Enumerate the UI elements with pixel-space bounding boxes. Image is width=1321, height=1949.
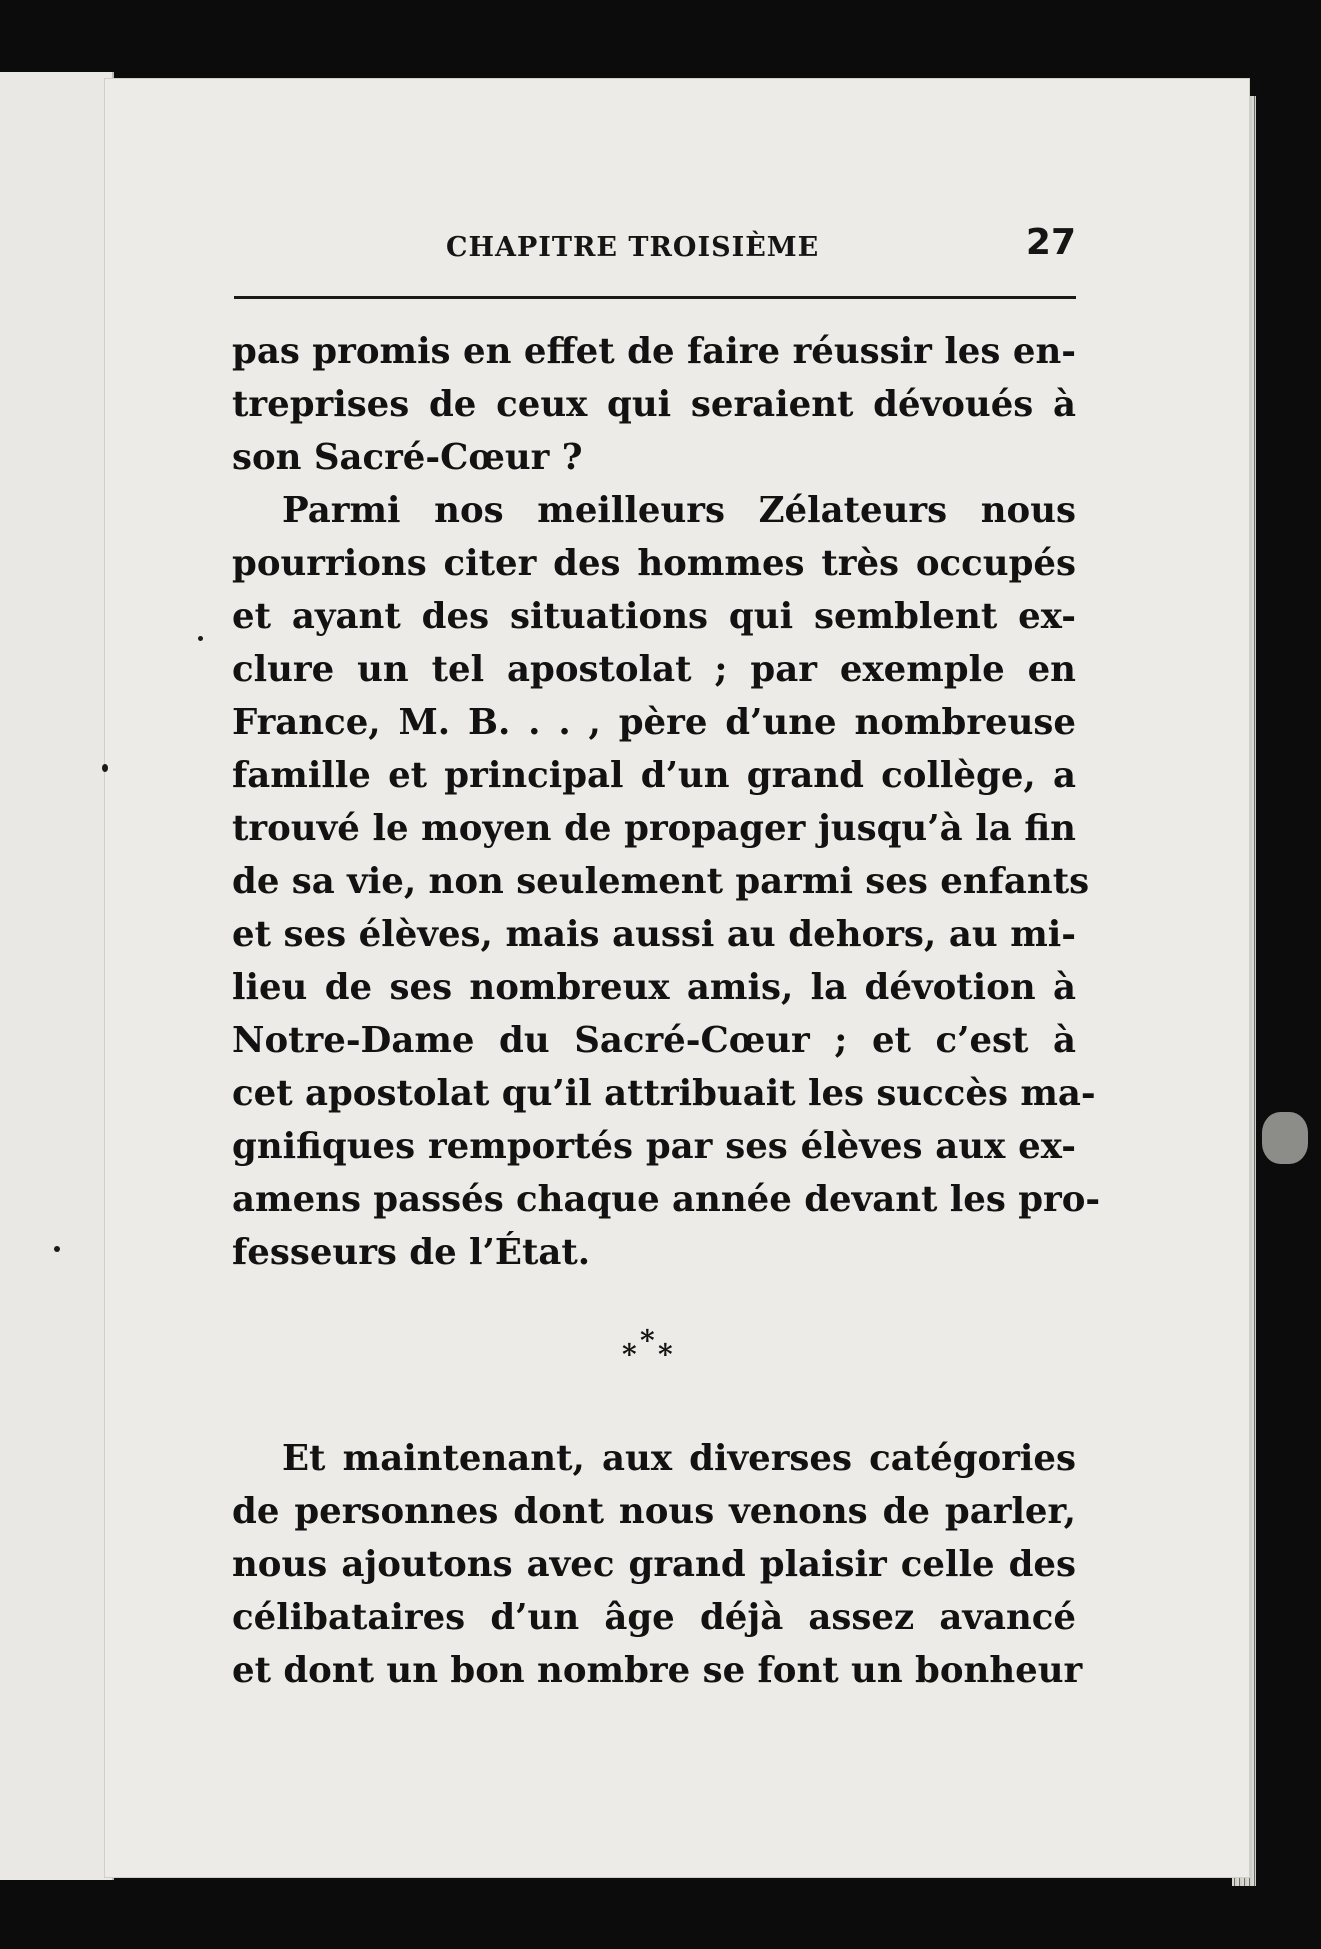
page-number: 27 bbox=[1025, 222, 1076, 263]
previous-page-edge bbox=[0, 72, 114, 1880]
text-line: Et maintenant, aux diverses catégories bbox=[282, 1438, 1076, 1479]
scan-speck bbox=[198, 636, 203, 641]
asterism-star: * bbox=[658, 1338, 673, 1371]
text-line: pourrions citer des hommes très occupés bbox=[232, 543, 1076, 584]
header-rule bbox=[234, 296, 1076, 299]
text-line: célibataires d’un âge déjà assez avancé bbox=[232, 1597, 1076, 1638]
section-asterism bbox=[612, 1324, 692, 1384]
page-header bbox=[234, 222, 1076, 282]
text-line: famille et principal d’un grand collège, a bbox=[232, 755, 1076, 796]
text-line: lieu de ses nombreux amis, la dévotion à bbox=[232, 967, 1076, 1008]
text-line: et ayant des situations qui semblent ex- bbox=[232, 596, 1076, 637]
text-line: cet apostolat qu’il attribuait les succès ma- bbox=[232, 1073, 1096, 1114]
text-line: et dont un bon nombre se font un bonheur bbox=[232, 1650, 1083, 1691]
body-text-continued bbox=[232, 1432, 1083, 1697]
asterism-star: * bbox=[622, 1338, 637, 1371]
text-line: gnifiques remportés par ses élèves aux ex- bbox=[232, 1126, 1076, 1167]
asterism-star: * bbox=[640, 1324, 655, 1357]
text-line: son Sacré-Cœur ? bbox=[232, 437, 583, 478]
text-line: treprises de ceux qui seraient dévoués à bbox=[232, 384, 1076, 425]
body-text bbox=[232, 325, 1101, 1279]
text-line: Parmi nos meilleurs Zélateurs nous bbox=[282, 490, 1076, 531]
scan-speck bbox=[102, 764, 108, 772]
scan-blemish bbox=[1262, 1112, 1308, 1164]
text-line: trouvé le moyen de propager jusqu’à la fin bbox=[232, 808, 1076, 849]
text-line: nous ajoutons avec grand plaisir celle des bbox=[232, 1544, 1076, 1585]
running-head: CHAPITRE TROISIÈME bbox=[446, 232, 820, 263]
text-line: pas promis en effet de faire réussir les en- bbox=[232, 331, 1076, 372]
text-line: France, M. B. . . , père d’une nombreuse bbox=[232, 702, 1076, 743]
text-line: clure un tel apostolat ; par exemple en bbox=[232, 649, 1076, 690]
text-line: amens passés chaque année devant les pro- bbox=[232, 1179, 1101, 1220]
text-line: de sa vie, non seulement parmi ses enfants bbox=[232, 861, 1090, 902]
text-line: de personnes dont nous venons de parler, bbox=[232, 1491, 1076, 1532]
text-line: Notre-Dame du Sacré-Cœur ; et c’est à bbox=[232, 1020, 1076, 1061]
text-line: fesseurs de l’État. bbox=[232, 1232, 591, 1273]
scan-speck bbox=[54, 1246, 60, 1252]
text-line: et ses élèves, mais aussi au dehors, au mi- bbox=[232, 914, 1076, 955]
